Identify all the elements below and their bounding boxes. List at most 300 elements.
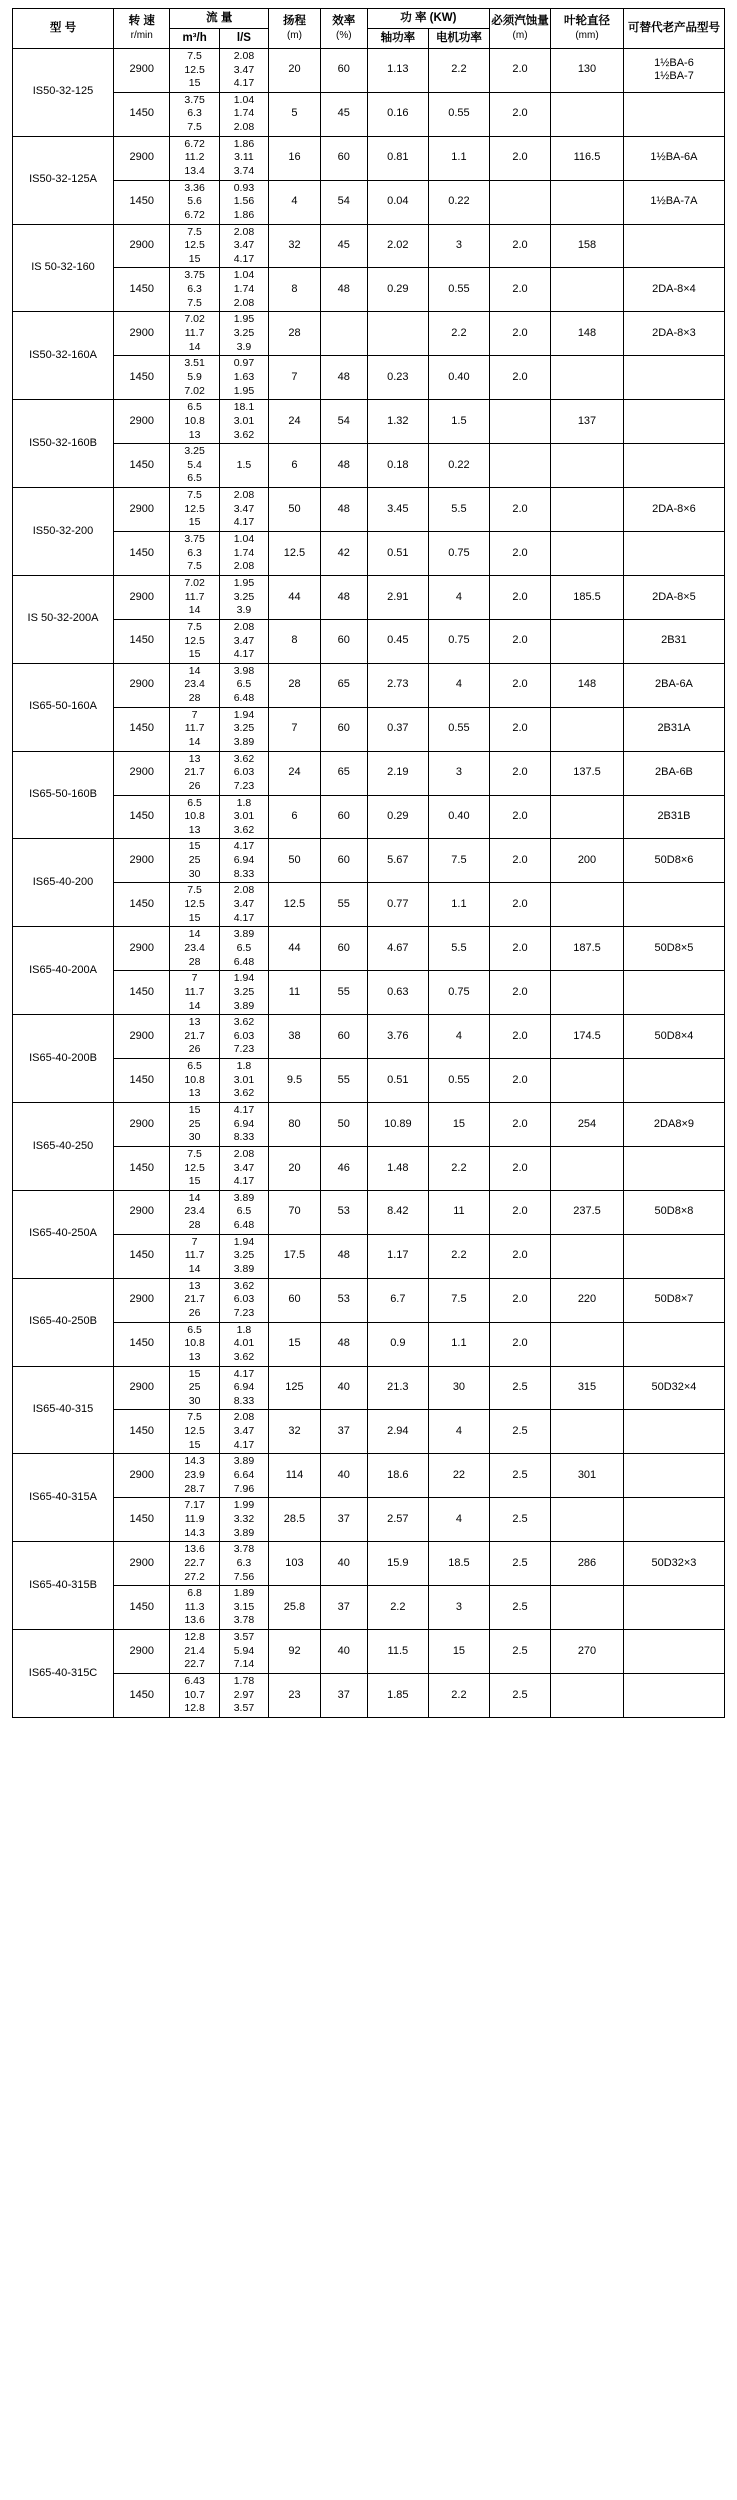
flow-ls-value: 7.96: [233, 1482, 255, 1495]
cell-shaft-power: 0.77: [367, 883, 428, 927]
cell-flow-ls: [219, 1410, 268, 1454]
cell-impeller-diameter: [551, 268, 624, 312]
header-impeller-sub: (mm): [575, 30, 599, 42]
flow-ls-value: 4.01: [233, 1337, 255, 1350]
cell-efficiency: 48: [320, 444, 367, 488]
cell-shaft-power: 11.5: [367, 1630, 428, 1674]
cell-old-model: [623, 1542, 724, 1586]
cell-speed: 1450: [114, 1146, 170, 1190]
table-row: [13, 92, 725, 136]
cell-npsh: [489, 444, 550, 488]
flow-m3h-value: 6.72: [184, 137, 205, 150]
flow-ls-value: 2.08: [233, 296, 255, 309]
cell-npsh: 2.0: [489, 839, 550, 883]
cell-efficiency: 60: [320, 707, 367, 751]
cell-flow-m3h: [170, 48, 219, 92]
flow-m3h-value: 15: [188, 516, 201, 529]
cell-efficiency: 48: [320, 575, 367, 619]
cell-flow-ls: [219, 883, 268, 927]
flow-m3h-value: 15: [188, 1438, 201, 1451]
cell-impeller-diameter: 137.5: [551, 751, 624, 795]
flow-m3h-value: 12.5: [184, 1425, 205, 1438]
cell-efficiency: 60: [320, 136, 367, 180]
cell-motor-power: 30: [428, 1366, 489, 1410]
flow-ls-value: 2.08: [233, 884, 255, 897]
cell-impeller-diameter: 200: [551, 839, 624, 883]
flow-ls-value: 6.48: [233, 955, 255, 968]
cell-npsh: 2.5: [489, 1630, 550, 1674]
old-model-value: 2DA8×9: [653, 1117, 694, 1130]
cell-flow-ls: [219, 92, 268, 136]
cell-motor-power: 4: [428, 1410, 489, 1454]
old-model-value: 2DA-8×4: [652, 283, 696, 296]
flow-m3h-value: 3.36: [184, 181, 205, 194]
flow-ls-value: 2.08: [233, 1411, 255, 1424]
cell-old-model: [623, 971, 724, 1015]
cell-head: 50: [269, 488, 321, 532]
cell-shaft-power: 2.2: [367, 1586, 428, 1630]
cell-motor-power: 1.1: [428, 883, 489, 927]
cell-motor-power: 3: [428, 1586, 489, 1630]
cell-flow-ls: [219, 1278, 268, 1322]
flow-m3h-value: 7: [191, 708, 198, 721]
cell-impeller-diameter: 174.5: [551, 1015, 624, 1059]
flow-ls-value: 8.33: [233, 1131, 255, 1144]
cell-flow-ls: [219, 1234, 268, 1278]
cell-speed: 2900: [114, 1366, 170, 1410]
cell-efficiency: 45: [320, 224, 367, 268]
table-row: [13, 488, 725, 532]
cell-model: IS65-40-315B: [13, 1542, 114, 1630]
cell-impeller-diameter: [551, 356, 624, 400]
cell-flow-ls: [219, 136, 268, 180]
cell-old-model: [623, 1673, 724, 1717]
cell-flow-m3h: [170, 1586, 219, 1630]
old-model-value: 50D8×8: [654, 1205, 694, 1218]
flow-ls-value: 1.5: [236, 458, 252, 471]
cell-shaft-power: 0.45: [367, 619, 428, 663]
cell-motor-power: 0.40: [428, 356, 489, 400]
cell-efficiency: 50: [320, 1103, 367, 1147]
flow-m3h-value: 14: [188, 1263, 201, 1276]
flow-ls-value: 6.03: [233, 766, 255, 779]
flow-ls-value: 3.25: [233, 1249, 255, 1262]
cell-shaft-power: 2.02: [367, 224, 428, 268]
cell-flow-m3h: [170, 136, 219, 180]
table-row: [13, 268, 725, 312]
flow-m3h-value: 13.4: [184, 165, 205, 177]
flow-m3h-value: 23.4: [184, 941, 205, 954]
flow-m3h-value: 22.7: [184, 1556, 205, 1569]
flow-m3h-value: 28: [188, 692, 201, 705]
flow-m3h-value: 25: [188, 854, 201, 867]
flow-m3h-value: 6.43: [184, 1674, 205, 1687]
flow-ls-value: 4.17: [233, 911, 255, 924]
flow-ls-value: 3.57: [233, 1702, 255, 1715]
table-row: [13, 1322, 725, 1366]
flow-ls-value: 3.47: [233, 1425, 255, 1438]
cell-shaft-power: 0.18: [367, 444, 428, 488]
cell-flow-m3h: [170, 1103, 219, 1147]
cell-old-model: [623, 575, 724, 619]
cell-impeller-diameter: [551, 488, 624, 532]
flow-m3h-value: 15: [188, 1104, 201, 1116]
cell-efficiency: 40: [320, 1542, 367, 1586]
cell-old-model: [623, 883, 724, 927]
cell-flow-ls: [219, 532, 268, 576]
flow-m3h-value: 13.6: [184, 1614, 205, 1627]
flow-ls-value: 3.78: [233, 1543, 255, 1556]
table-row: [13, 1498, 725, 1542]
old-model-value: 50D8×4: [654, 1029, 694, 1042]
cell-speed: 2900: [114, 1278, 170, 1322]
cell-old-model: [623, 1630, 724, 1674]
cell-flow-ls: [219, 1190, 268, 1234]
cell-speed: 2900: [114, 1190, 170, 1234]
old-model-value: 2DA-8×6: [652, 502, 696, 515]
flow-m3h-value: 12.8: [184, 1702, 205, 1715]
cell-npsh: 2.0: [489, 1146, 550, 1190]
cell-shaft-power: 2.19: [367, 751, 428, 795]
flow-m3h-value: 11.7: [184, 722, 205, 735]
flow-m3h-value: 6.5: [187, 472, 202, 485]
cell-head: 15: [269, 1322, 321, 1366]
cell-old-model: [623, 92, 724, 136]
flow-ls-value: 2.97: [233, 1688, 255, 1701]
header-efficiency-sub: (%): [336, 30, 352, 42]
flow-ls-value: 4.17: [233, 648, 255, 661]
cell-speed: 1450: [114, 444, 170, 488]
flow-ls-value: 1.95: [233, 576, 255, 589]
cell-flow-m3h: [170, 1059, 219, 1103]
cell-head: 20: [269, 1146, 321, 1190]
flow-ls-value: 0.97: [233, 357, 255, 370]
cell-flow-m3h: [170, 224, 219, 268]
cell-impeller-diameter: [551, 1059, 624, 1103]
table-row: [13, 1103, 725, 1147]
cell-motor-power: 11: [428, 1190, 489, 1234]
cell-impeller-diameter: [551, 1322, 624, 1366]
cell-impeller-diameter: [551, 1673, 624, 1717]
cell-npsh: 2.0: [489, 663, 550, 707]
flow-m3h-value: 15: [188, 1175, 201, 1188]
cell-motor-power: 0.55: [428, 92, 489, 136]
flow-m3h-value: 13: [188, 823, 201, 836]
cell-flow-m3h: [170, 1322, 219, 1366]
cell-impeller-diameter: 220: [551, 1278, 624, 1322]
cell-old-model: [623, 1366, 724, 1410]
cell-npsh: 2.5: [489, 1498, 550, 1542]
cell-flow-ls: [219, 795, 268, 839]
cell-flow-m3h: [170, 707, 219, 751]
cell-flow-m3h: [170, 1673, 219, 1717]
flow-ls-value: 3.32: [233, 1512, 255, 1525]
cell-npsh: 2.0: [489, 1059, 550, 1103]
header-flow: 流 量: [170, 9, 269, 29]
cell-old-model: [623, 751, 724, 795]
cell-head: 17.5: [269, 1234, 321, 1278]
flow-m3h-value: 7.5: [187, 560, 202, 573]
cell-old-model: [623, 1103, 724, 1147]
cell-motor-power: 1.1: [428, 136, 489, 180]
flow-m3h-value: 28: [188, 1219, 201, 1232]
flow-ls-value: 4.17: [233, 252, 255, 265]
cell-old-model: [623, 1059, 724, 1103]
cell-flow-ls: [219, 488, 268, 532]
table-row: [13, 751, 725, 795]
cell-model: IS65-40-315A: [13, 1454, 114, 1542]
flow-m3h-value: 7.5: [187, 620, 202, 633]
cell-flow-ls: [219, 1015, 268, 1059]
cell-flow-m3h: [170, 1146, 219, 1190]
cell-old-model: [623, 444, 724, 488]
flow-ls-value: 1.8: [236, 796, 252, 809]
flow-ls-value: 3.89: [233, 999, 255, 1012]
cell-npsh: 2.5: [489, 1410, 550, 1454]
flow-ls-value: 3.57: [233, 1631, 255, 1644]
cell-impeller-diameter: 116.5: [551, 136, 624, 180]
cell-flow-m3h: [170, 356, 219, 400]
flow-m3h-value: 13: [188, 428, 201, 441]
table-row: [13, 180, 725, 224]
old-model-value: 2DA-8×3: [652, 326, 696, 339]
cell-shaft-power: 8.42: [367, 1190, 428, 1234]
cell-head: 8: [269, 619, 321, 663]
cell-speed: 1450: [114, 92, 170, 136]
cell-shaft-power: 0.29: [367, 795, 428, 839]
flow-ls-value: 3.25: [233, 590, 255, 603]
cell-npsh: 2.0: [489, 1234, 550, 1278]
cell-speed: 1450: [114, 180, 170, 224]
cell-model: IS 50-32-200A: [13, 575, 114, 663]
flow-m3h-value: 6.5: [187, 1060, 202, 1073]
cell-shaft-power: 0.29: [367, 268, 428, 312]
cell-flow-ls: [219, 1146, 268, 1190]
cell-motor-power: 0.55: [428, 268, 489, 312]
cell-model: IS65-40-200B: [13, 1015, 114, 1103]
cell-efficiency: 60: [320, 839, 367, 883]
cell-flow-m3h: [170, 795, 219, 839]
cell-npsh: 2.0: [489, 1015, 550, 1059]
cell-motor-power: 1.5: [428, 400, 489, 444]
header-speed-sub: r/min: [130, 30, 153, 42]
cell-model: IS65-40-250A: [13, 1190, 114, 1278]
cell-motor-power: 3: [428, 224, 489, 268]
cell-shaft-power: 0.37: [367, 707, 428, 751]
cell-efficiency: 53: [320, 1278, 367, 1322]
flow-m3h-value: 13.6: [184, 1543, 205, 1556]
cell-speed: 1450: [114, 971, 170, 1015]
header-flow-m3h: m³/h: [170, 28, 219, 48]
cell-motor-power: 1.1: [428, 1322, 489, 1366]
flow-ls-value: 1.94: [233, 972, 255, 985]
header-old-model: [623, 9, 724, 49]
cell-efficiency: 55: [320, 971, 367, 1015]
cell-npsh: 2.5: [489, 1454, 550, 1498]
flow-m3h-value: 15: [188, 840, 201, 853]
flow-ls-value: 3.89: [233, 1455, 255, 1468]
flow-m3h-value: 21.4: [184, 1644, 205, 1657]
cell-shaft-power: 5.67: [367, 839, 428, 883]
cell-model: IS65-40-200A: [13, 927, 114, 1015]
flow-m3h-value: 14: [188, 340, 201, 353]
flow-m3h-value: 3.75: [184, 93, 205, 106]
flow-m3h-value: 30: [188, 867, 201, 880]
flow-ls-value: 3.89: [233, 1526, 255, 1539]
cell-efficiency: 55: [320, 883, 367, 927]
cell-motor-power: 15: [428, 1103, 489, 1147]
old-model-value: 50D32×3: [651, 1556, 697, 1569]
cell-impeller-diameter: [551, 883, 624, 927]
cell-efficiency: 60: [320, 927, 367, 971]
cell-npsh: 2.0: [489, 312, 550, 356]
table-row: [13, 224, 725, 268]
flow-m3h-value: 12.5: [184, 1161, 205, 1174]
table-row: [13, 1146, 725, 1190]
cell-motor-power: 15: [428, 1630, 489, 1674]
table-body: [13, 48, 725, 1717]
flow-ls-value: 1.95: [233, 384, 255, 397]
cell-flow-ls: [219, 1454, 268, 1498]
cell-efficiency: 40: [320, 1454, 367, 1498]
cell-head: 7: [269, 707, 321, 751]
cell-motor-power: 0.22: [428, 180, 489, 224]
cell-flow-ls: [219, 1586, 268, 1630]
cell-speed: 2900: [114, 1103, 170, 1147]
cell-speed: 2900: [114, 575, 170, 619]
flow-m3h-value: 6.5: [187, 401, 202, 414]
header-head: [269, 9, 321, 49]
table-row: [13, 312, 725, 356]
cell-speed: 1450: [114, 795, 170, 839]
cell-head: 6: [269, 444, 321, 488]
cell-shaft-power: 1.85: [367, 1673, 428, 1717]
cell-shaft-power: 0.51: [367, 1059, 428, 1103]
flow-m3h-value: 10.8: [184, 1337, 205, 1350]
table-row: [13, 1015, 725, 1059]
cell-shaft-power: 0.9: [367, 1322, 428, 1366]
flow-m3h-value: 15: [188, 1367, 201, 1380]
cell-old-model: [623, 1015, 724, 1059]
cell-old-model: [623, 1278, 724, 1322]
flow-ls-value: 4.17: [233, 1175, 255, 1188]
cell-motor-power: 2.2: [428, 312, 489, 356]
cell-flow-m3h: [170, 1015, 219, 1059]
flow-ls-value: 3.62: [233, 752, 255, 765]
cell-shaft-power: 18.6: [367, 1454, 428, 1498]
flow-ls-value: 3.62: [233, 1350, 255, 1363]
cell-speed: 1450: [114, 619, 170, 663]
cell-model: IS65-50-160B: [13, 751, 114, 839]
cell-shaft-power: 0.16: [367, 92, 428, 136]
cell-head: 8: [269, 268, 321, 312]
cell-speed: 2900: [114, 224, 170, 268]
cell-motor-power: 7.5: [428, 1278, 489, 1322]
cell-head: 103: [269, 1542, 321, 1586]
cell-flow-ls: [219, 707, 268, 751]
cell-flow-ls: [219, 971, 268, 1015]
cell-model: IS 50-32-160: [13, 224, 114, 312]
cell-old-model: [623, 1146, 724, 1190]
cell-flow-m3h: [170, 971, 219, 1015]
cell-npsh: 2.5: [489, 1586, 550, 1630]
cell-old-model: [623, 268, 724, 312]
cell-flow-m3h: [170, 1542, 219, 1586]
cell-head: 44: [269, 927, 321, 971]
cell-model: IS65-40-250B: [13, 1278, 114, 1366]
cell-flow-m3h: [170, 839, 219, 883]
old-model-value: 2BA-6A: [654, 678, 693, 691]
cell-impeller-diameter: [551, 1234, 624, 1278]
flow-m3h-value: 28.7: [184, 1482, 205, 1495]
flow-m3h-value: 6.3: [187, 546, 202, 559]
flow-m3h-value: 15: [188, 648, 201, 661]
flow-ls-value: 6.5: [236, 1205, 252, 1218]
flow-m3h-value: 21.7: [184, 1293, 205, 1306]
cell-old-model: [623, 795, 724, 839]
cell-flow-m3h: [170, 312, 219, 356]
flow-m3h-value: 11.2: [184, 151, 205, 164]
cell-flow-ls: [219, 663, 268, 707]
header-head-main: 扬程: [282, 15, 306, 28]
cell-impeller-diameter: 148: [551, 312, 624, 356]
table-row: [13, 1278, 725, 1322]
cell-old-model: [623, 839, 724, 883]
cell-model: IS65-40-315C: [13, 1630, 114, 1718]
flow-ls-value: 6.03: [233, 1293, 255, 1306]
flow-ls-value: 3.01: [233, 810, 255, 823]
cell-flow-ls: [219, 1630, 268, 1674]
cell-efficiency: 42: [320, 532, 367, 576]
cell-old-model: [623, 136, 724, 180]
flow-m3h-value: 5.4: [187, 458, 202, 471]
cell-motor-power: 2.2: [428, 1234, 489, 1278]
flow-ls-value: 4.17: [233, 1438, 255, 1451]
cell-impeller-diameter: 187.5: [551, 927, 624, 971]
table-row: [13, 1630, 725, 1674]
cell-old-model: [623, 663, 724, 707]
flow-ls-value: 6.3: [236, 1556, 252, 1569]
flow-m3h-value: 30: [188, 1131, 201, 1144]
cell-speed: 1450: [114, 1673, 170, 1717]
cell-speed: 1450: [114, 1410, 170, 1454]
cell-flow-m3h: [170, 1190, 219, 1234]
cell-motor-power: 22: [428, 1454, 489, 1498]
cell-shaft-power: 2.91: [367, 575, 428, 619]
cell-impeller-diameter: 315: [551, 1366, 624, 1410]
cell-flow-m3h: [170, 92, 219, 136]
cell-npsh: 2.5: [489, 1673, 550, 1717]
cell-impeller-diameter: [551, 1410, 624, 1454]
cell-model: IS50-32-160A: [13, 312, 114, 400]
flow-ls-value: 3.11: [234, 151, 254, 164]
flow-ls-value: 3.89: [233, 735, 255, 748]
cell-flow-ls: [219, 839, 268, 883]
header-speed: [114, 9, 170, 49]
cell-efficiency: [320, 312, 367, 356]
cell-npsh: 2.0: [489, 927, 550, 971]
cell-flow-m3h: [170, 1410, 219, 1454]
cell-speed: 2900: [114, 1542, 170, 1586]
cell-impeller-diameter: 286: [551, 1542, 624, 1586]
cell-efficiency: 40: [320, 1366, 367, 1410]
flow-ls-value: 3.89: [233, 1263, 255, 1276]
cell-flow-ls: [219, 927, 268, 971]
cell-model: IS65-40-250: [13, 1103, 114, 1191]
flow-ls-value: 5.94: [233, 1644, 255, 1657]
flow-m3h-value: 7.5: [187, 884, 202, 897]
cell-flow-ls: [219, 1059, 268, 1103]
